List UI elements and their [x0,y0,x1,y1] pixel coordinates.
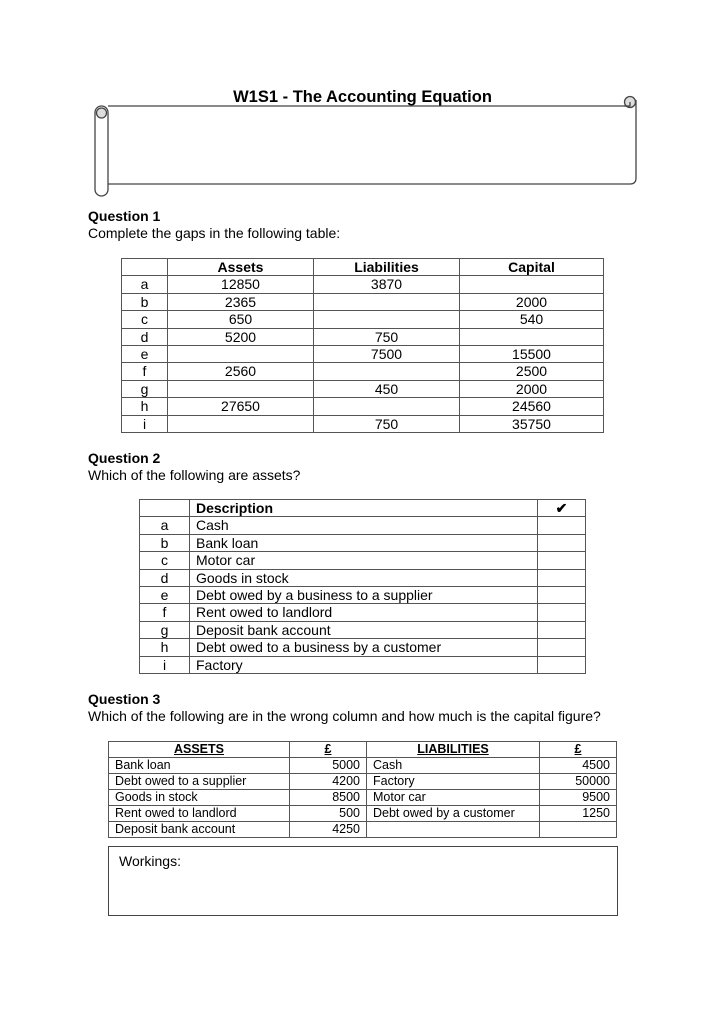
liability-amount: 50000 [540,774,617,790]
table-row [109,774,617,790]
page-title: W1S1 - The Accounting Equation [233,88,492,106]
liabilities-cell[interactable]: 3870 [314,276,460,293]
table-row [122,328,604,345]
liability-name: Factory [367,774,540,790]
liability-amount: 1250 [540,806,617,822]
tick-cell[interactable] [538,569,586,586]
header-blank [140,500,190,517]
question2-heading: Question 2 [88,450,161,466]
liabilities-cell[interactable]: 7500 [314,346,460,363]
asset-name: Goods in stock [109,790,290,806]
tick-cell[interactable] [538,587,586,604]
question3-prompt: Which of the following are in the wrong column and how much is the capital figure? [88,708,601,724]
description-cell: Deposit bank account [190,621,538,638]
question2-prompt: Which of the following are assets? [88,467,301,483]
question2-table [139,499,586,674]
row-label: g [122,380,168,397]
table-row [109,758,617,774]
tick-cell[interactable] [538,604,586,621]
tick-cell[interactable] [538,534,586,551]
header-assets-currency: £ [290,742,367,758]
asset-amount: 8500 [290,790,367,806]
description-cell: Cash [190,517,538,534]
description-cell: Goods in stock [190,569,538,586]
description-cell: Debt owed by a business to a supplier [190,587,538,604]
assets-cell[interactable]: 12850 [168,276,314,293]
liabilities-cell[interactable]: 450 [314,380,460,397]
assets-cell[interactable]: 2365 [168,293,314,310]
tick-cell[interactable] [538,517,586,534]
row-label: b [140,534,190,551]
header-capital: Capital [460,259,604,276]
description-cell: Bank loan [190,534,538,551]
tick-cell[interactable] [538,639,586,656]
table-row [109,822,617,838]
row-label: f [122,363,168,380]
description-cell: Rent owed to landlord [190,604,538,621]
tick-cell[interactable] [538,656,586,673]
table-row [140,569,586,586]
row-label: e [140,587,190,604]
asset-amount: 4250 [290,822,367,838]
table-row [109,790,617,806]
table-row [140,604,586,621]
assets-cell[interactable]: 2560 [168,363,314,380]
row-label: i [122,415,168,432]
table-row [122,363,604,380]
question2-section [88,450,300,484]
table-row [122,415,604,432]
assets-cell[interactable]: 27650 [168,398,314,415]
row-label: d [140,569,190,586]
asset-name: Bank loan [109,758,290,774]
capital-cell[interactable]: 2000 [460,380,604,397]
header-assets: Assets [168,259,314,276]
liability-amount [540,822,617,838]
tick-cell[interactable] [538,621,586,638]
table-row [109,806,617,822]
liability-name [367,822,540,838]
row-label: h [140,639,190,656]
asset-name: Rent owed to landlord [109,806,290,822]
row-label: g [140,621,190,638]
capital-cell[interactable]: 15500 [460,346,604,363]
capital-cell[interactable]: 2500 [460,363,604,380]
workings-box[interactable] [108,846,618,916]
capital-cell[interactable]: 35750 [460,415,604,432]
table-row [140,587,586,604]
liability-name: Motor car [367,790,540,806]
row-label: c [122,311,168,328]
capital-cell[interactable]: 24560 [460,398,604,415]
table-row [122,380,604,397]
table-row [140,656,586,673]
asset-name: Debt owed to a supplier [109,774,290,790]
description-cell: Debt owed to a business by a customer [190,639,538,656]
header-assets: ASSETS [109,742,290,758]
asset-amount: 500 [290,806,367,822]
liabilities-cell[interactable] [314,293,460,310]
question1-section [88,208,340,242]
table-row [122,311,604,328]
row-label: i [140,656,190,673]
table-row [140,517,586,534]
question3-heading: Question 3 [88,691,161,707]
tick-cell[interactable] [538,552,586,569]
workings-label: Workings: [119,853,181,869]
scroll-banner-icon [90,92,650,202]
capital-cell[interactable] [460,328,604,345]
table-row [122,293,604,310]
capital-cell[interactable]: 540 [460,311,604,328]
row-label: e [122,346,168,363]
table-row [140,621,586,638]
question1-prompt: Complete the gaps in the following table: [88,225,341,241]
assets-cell[interactable] [168,380,314,397]
table-row [122,346,604,363]
capital-cell[interactable] [460,276,604,293]
table-row [122,398,604,415]
header-liabilities-currency: £ [540,742,617,758]
liabilities-cell[interactable]: 750 [314,328,460,345]
capital-cell[interactable]: 2000 [460,293,604,310]
row-label: c [140,552,190,569]
question1-heading: Question 1 [88,208,161,224]
asset-amount: 5000 [290,758,367,774]
liability-name: Debt owed by a customer [367,806,540,822]
question1-table [121,258,604,433]
checkmark-icon: ✔ [538,500,586,517]
assets-cell[interactable]: 5200 [168,328,314,345]
table-row [140,639,586,656]
table-row [122,276,604,293]
liabilities-cell[interactable]: 750 [314,415,460,432]
liabilities-cell[interactable] [314,398,460,415]
asset-name: Deposit bank account [109,822,290,838]
assets-cell[interactable]: 650 [168,311,314,328]
row-label: h [122,398,168,415]
liability-name: Cash [367,758,540,774]
liabilities-cell[interactable] [314,363,460,380]
table-row [140,534,586,551]
row-label: a [140,517,190,534]
row-label: b [122,293,168,310]
liability-amount: 4500 [540,758,617,774]
row-label: f [140,604,190,621]
description-cell: Factory [190,656,538,673]
question3-table [108,741,617,838]
liability-amount: 9500 [540,790,617,806]
row-label: a [122,276,168,293]
question3-section [88,691,601,725]
liabilities-cell[interactable] [314,311,460,328]
header-blank [122,259,168,276]
description-cell: Motor car [190,552,538,569]
assets-cell[interactable] [168,415,314,432]
asset-amount: 4200 [290,774,367,790]
table-row [140,552,586,569]
header-liabilities: Liabilities [314,259,460,276]
header-description: Description [190,500,538,517]
header-liabilities: LIABILITIES [367,742,540,758]
row-label: d [122,328,168,345]
assets-cell[interactable] [168,346,314,363]
